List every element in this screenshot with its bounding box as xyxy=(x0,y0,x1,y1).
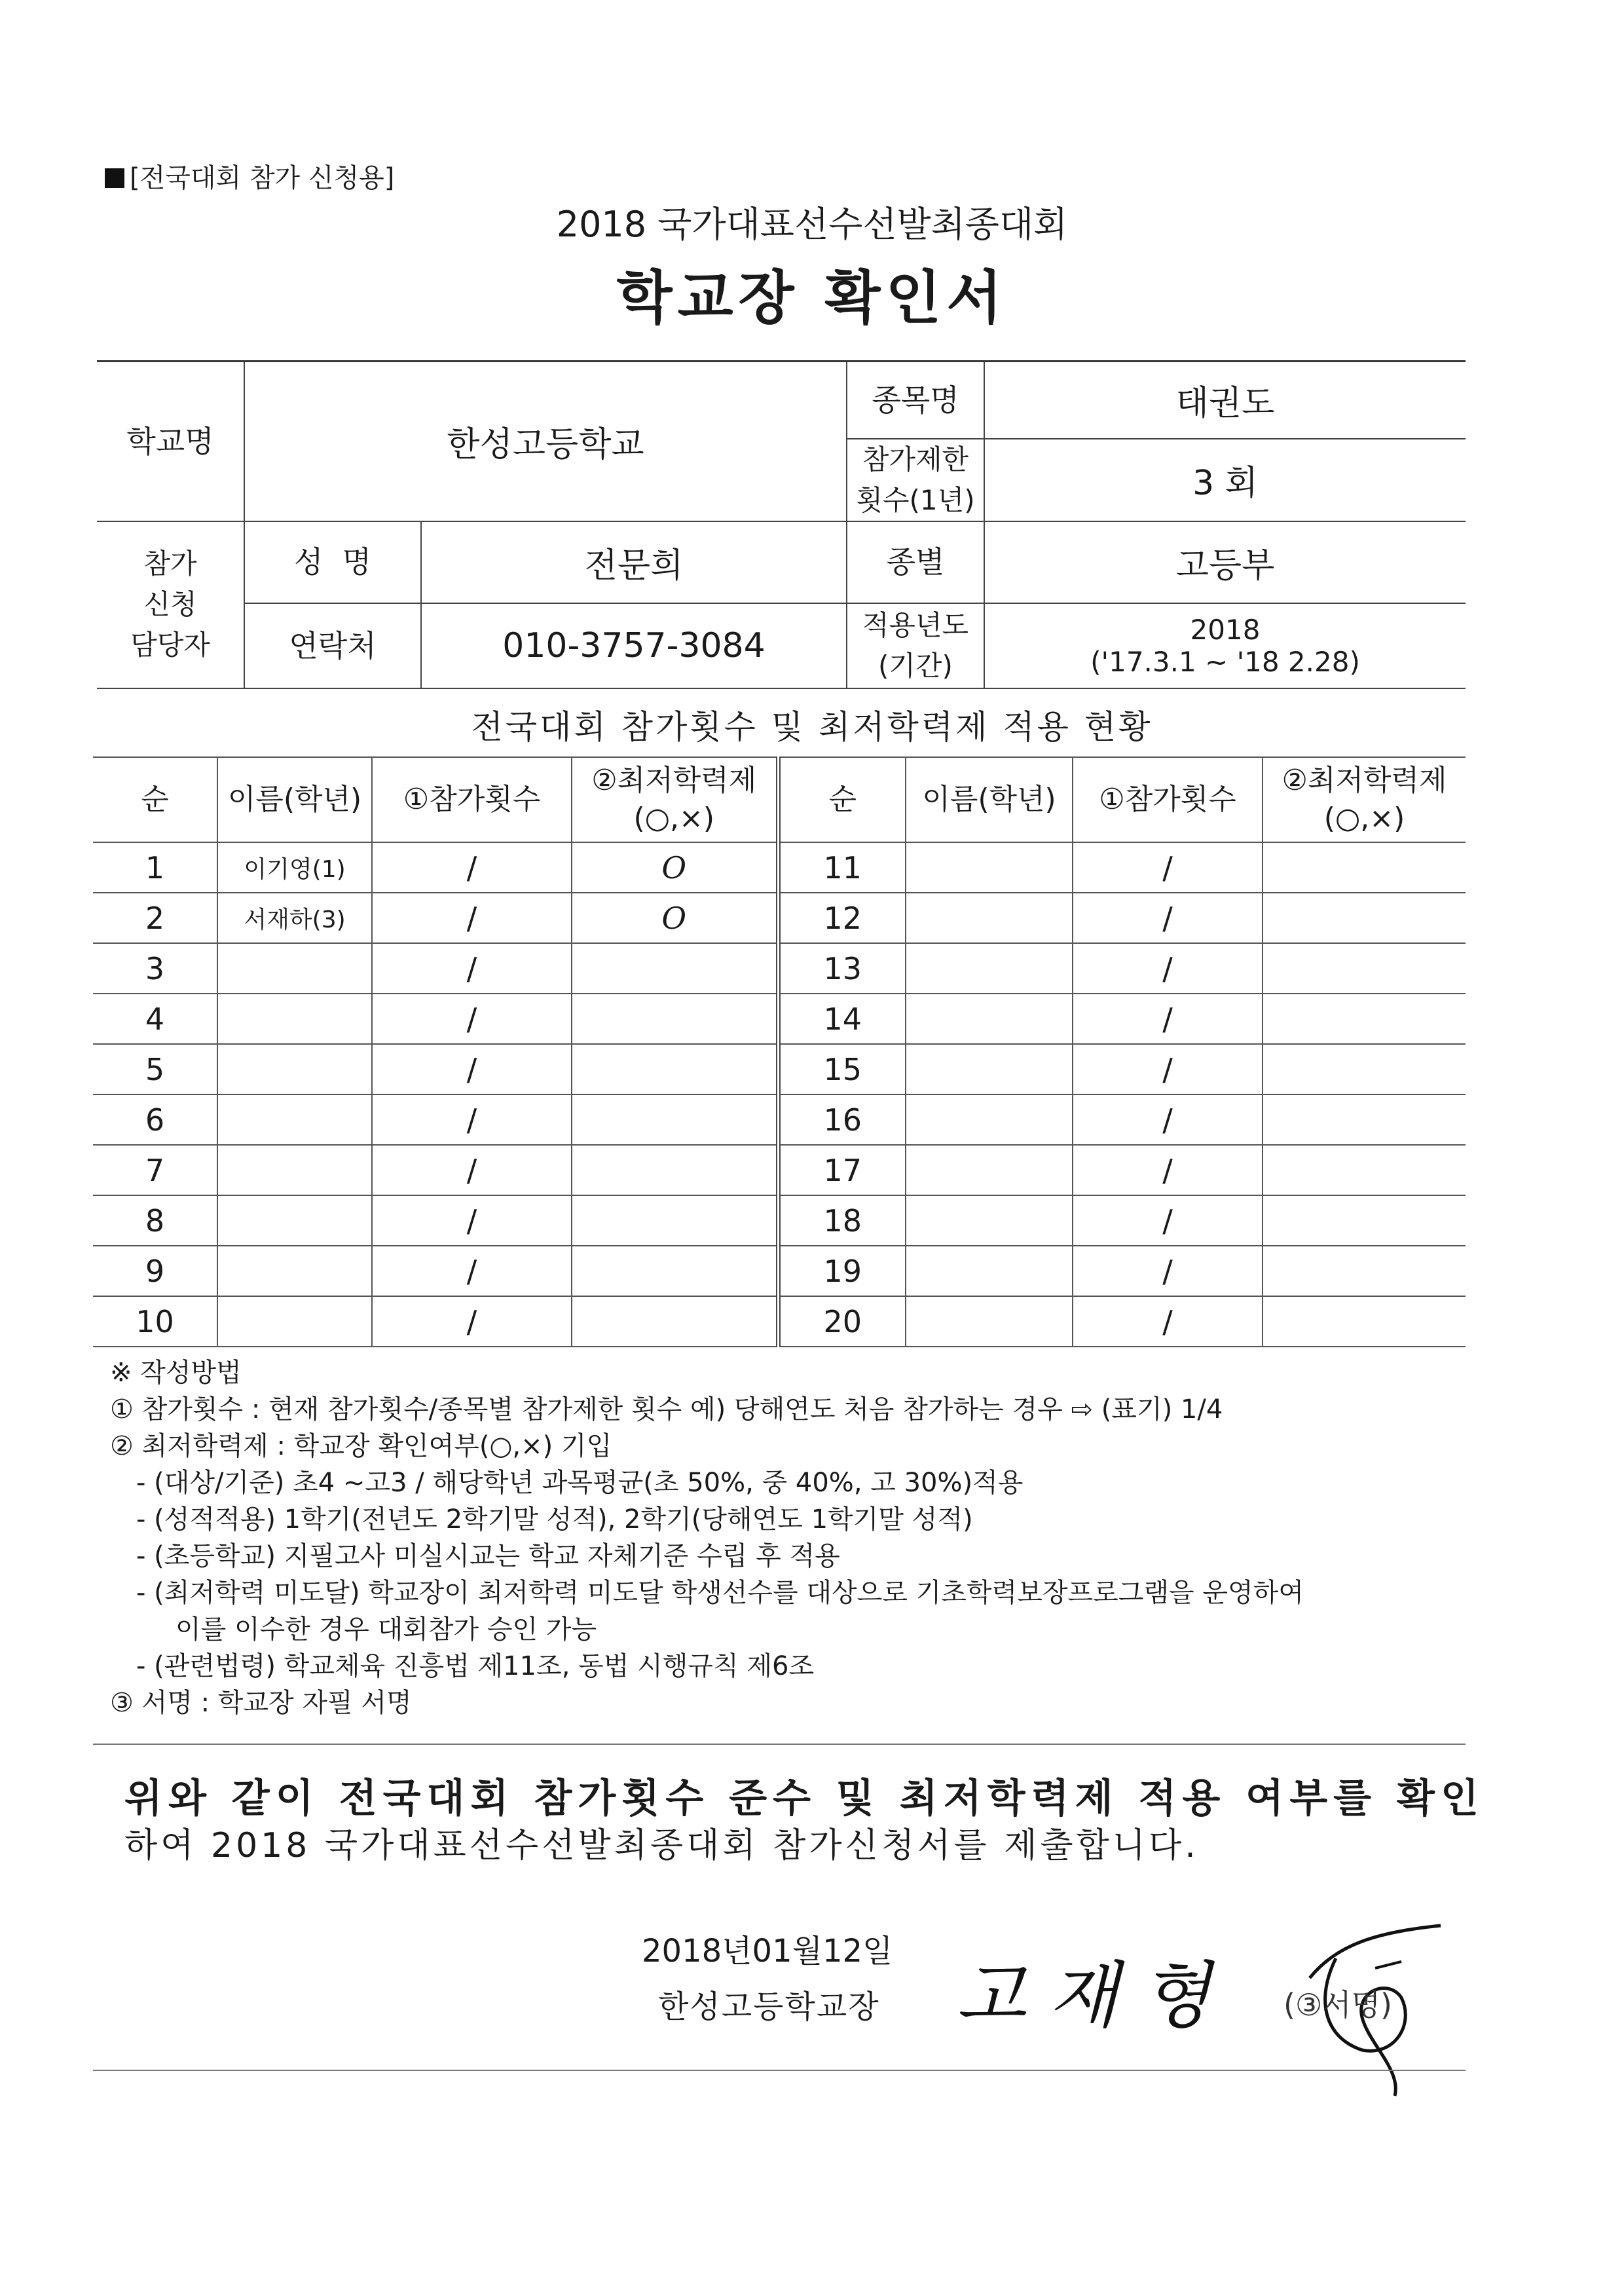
note-2c: - (초등학교) 지필고사 미실시교는 학교 자체기준 수립 후 적용 xyxy=(136,1541,840,1571)
table-row: 6 / 16 / xyxy=(93,1094,1466,1145)
name-value: 전문희 xyxy=(421,521,847,603)
col-count: ①참가횟수 xyxy=(372,757,572,842)
handwritten-name: 고 재 형 xyxy=(956,1954,1211,2038)
table-row: 10 / 20 / xyxy=(93,1296,1466,1347)
table-row: 8 / 18 / xyxy=(93,1195,1466,1246)
year-value-cell xyxy=(984,603,1466,688)
table-row: 1 이기영(1) / O 11 / xyxy=(93,842,1466,893)
year-value: 2018 xyxy=(1190,613,1261,646)
sign-label: (③서명) xyxy=(1283,1987,1393,2023)
col-min-2: ②최저학력제(○,×) xyxy=(1263,757,1466,842)
signing-date: 2018년01월12일 xyxy=(642,1933,893,1969)
note-2a: - (대상/기준) 초4 ~고3 / 해당학년 과목평균(초 50%, 중 40%, 고 30%)적용 xyxy=(136,1468,1024,1498)
event-value: 태권도 xyxy=(984,362,1466,439)
applicant-label: 참가 신청 담당자 xyxy=(97,521,244,688)
limit-label: 참가제한 횟수(1년) xyxy=(847,439,984,521)
declaration-line-2: 하여 2018 국가대표선수선발최종대회 참가신청서를 제출합니다. xyxy=(124,1826,1199,1865)
declaration-line-1: 위와 같이 전국대회 참가횟수 준수 및 최저학력제 적용 여부를 확인 xyxy=(124,1776,1485,1821)
note-2e: - (관련법령) 학교체육 진흥법 제11조, 동법 시행규칙 제6조 xyxy=(136,1651,815,1681)
division-label: 종별 xyxy=(847,521,984,603)
form-tag: [전국대회 참가 신청용] xyxy=(105,157,394,195)
col-count-2: ①참가횟수 xyxy=(1073,757,1263,842)
black-square-icon xyxy=(105,168,124,188)
year-period: ('17.3.1 ~ '18 2.28) xyxy=(1090,645,1360,678)
name-label: 성 명 xyxy=(244,521,421,603)
principal-title: 한성고등학교장 xyxy=(658,1988,880,2025)
table-row: 2 서재하(3) / O 12 / xyxy=(93,893,1466,943)
notes-heading: ※ 작성방법 xyxy=(110,1358,242,1388)
instructions xyxy=(110,1354,1485,1721)
divider-bottom xyxy=(93,2070,1466,2071)
division-value: 고등부 xyxy=(984,521,1466,603)
col-min: ②최저학력제(○,×) xyxy=(572,757,778,842)
table-row: 5 / 15 / xyxy=(93,1044,1466,1094)
table-row: 3 / 13 / xyxy=(93,943,1466,994)
note-2b: - (성적적용) 1학기(전년도 2학기말 성적), 2학기(당해연도 1학기말 성적) xyxy=(136,1504,973,1535)
note-1: ① 참가횟수 : 현재 참가횟수/종목별 참가제한 횟수 예) 당해연도 처음 참가하는 경우 ⇨ (표기) 1/4 xyxy=(110,1394,1223,1425)
col-no: 순 xyxy=(93,757,217,842)
section-title: 전국대회 참가횟수 및 최저학력제 적용 현황 xyxy=(471,708,1153,746)
table-row: 7 / 17 / xyxy=(93,1145,1466,1195)
col-name: 이름(학년) xyxy=(217,757,372,842)
note-3: ③ 서명 : 학교장 자필 서명 xyxy=(110,1688,412,1718)
col-no-2: 순 xyxy=(778,757,906,842)
col-name-2: 이름(학년) xyxy=(906,757,1073,842)
year-label: 적용년도 (기간) xyxy=(847,603,984,688)
event-label: 종목명 xyxy=(847,362,984,439)
table-row: 4 / 14 / xyxy=(93,994,1466,1044)
header-table xyxy=(97,360,1466,689)
school-value: 한성고등학교 xyxy=(244,362,847,521)
divider xyxy=(93,1744,1466,1745)
school-label: 학교명 xyxy=(97,362,244,521)
limit-value: 3 회 xyxy=(984,439,1466,521)
participation-table xyxy=(93,756,1466,1347)
contact-label: 연락처 xyxy=(244,603,421,688)
document-subtitle: 2018 국가대표선수선발최종대회 xyxy=(556,204,1068,245)
document-title: 학교장 확인서 xyxy=(616,264,1008,331)
contact-value: 010-3757-3084 xyxy=(421,603,847,688)
note-2d-cont: 이를 이수한 경우 대회참가 승인 가능 xyxy=(175,1614,597,1645)
table-row: 9 / 19 / xyxy=(93,1246,1466,1296)
note-2: ② 최저학력제 : 학교장 확인여부(○,×) 기입 xyxy=(110,1431,612,1461)
note-2d: - (최저학력 미도달) 학교장이 최저학력 미도달 학생선수를 대상으로 기초학력보장프로그램을 운영하여 xyxy=(136,1578,1304,1608)
declaration xyxy=(124,1775,1500,1869)
